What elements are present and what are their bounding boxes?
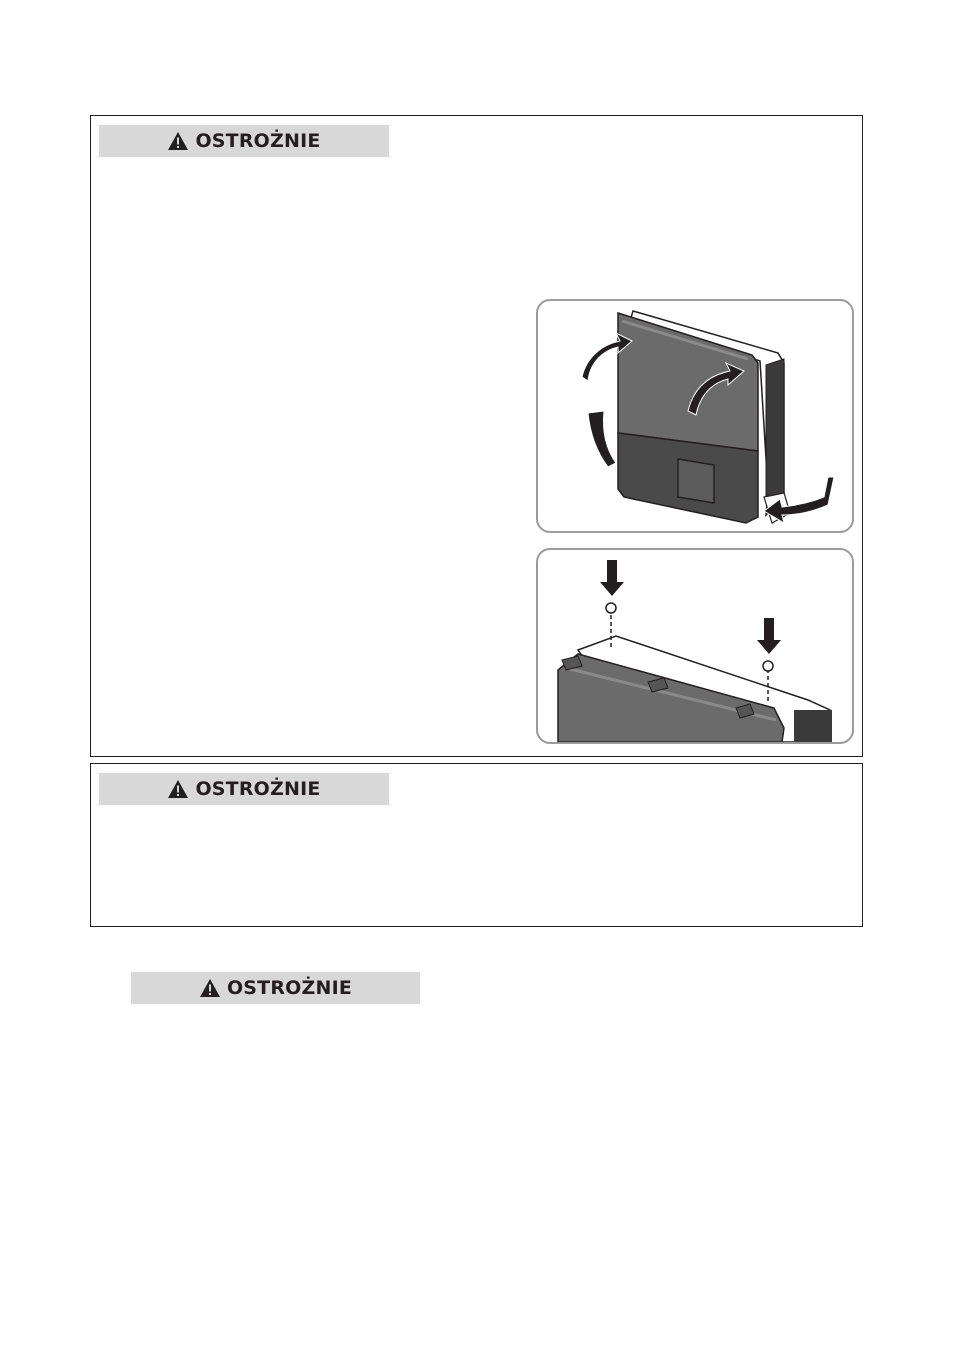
warning-label: OSTROŻNIE: [195, 130, 321, 152]
warning-box-2: [90, 763, 863, 927]
warning-badge: [99, 125, 389, 157]
warning-badge: [99, 773, 389, 805]
inverter-screw-fastening-illustration: [536, 548, 854, 744]
warning-badge-standalone: [131, 972, 420, 1004]
inverter-cover-removal-illustration: [536, 299, 854, 533]
warning-label: OSTROŻNIE: [195, 778, 321, 800]
warning-label: OSTROŻNIE: [226, 977, 353, 999]
warning-box-1: [90, 115, 863, 757]
warning-triangle-icon: [167, 779, 189, 799]
warning-triangle-icon: [167, 131, 189, 151]
warning-triangle-icon: [199, 978, 221, 998]
